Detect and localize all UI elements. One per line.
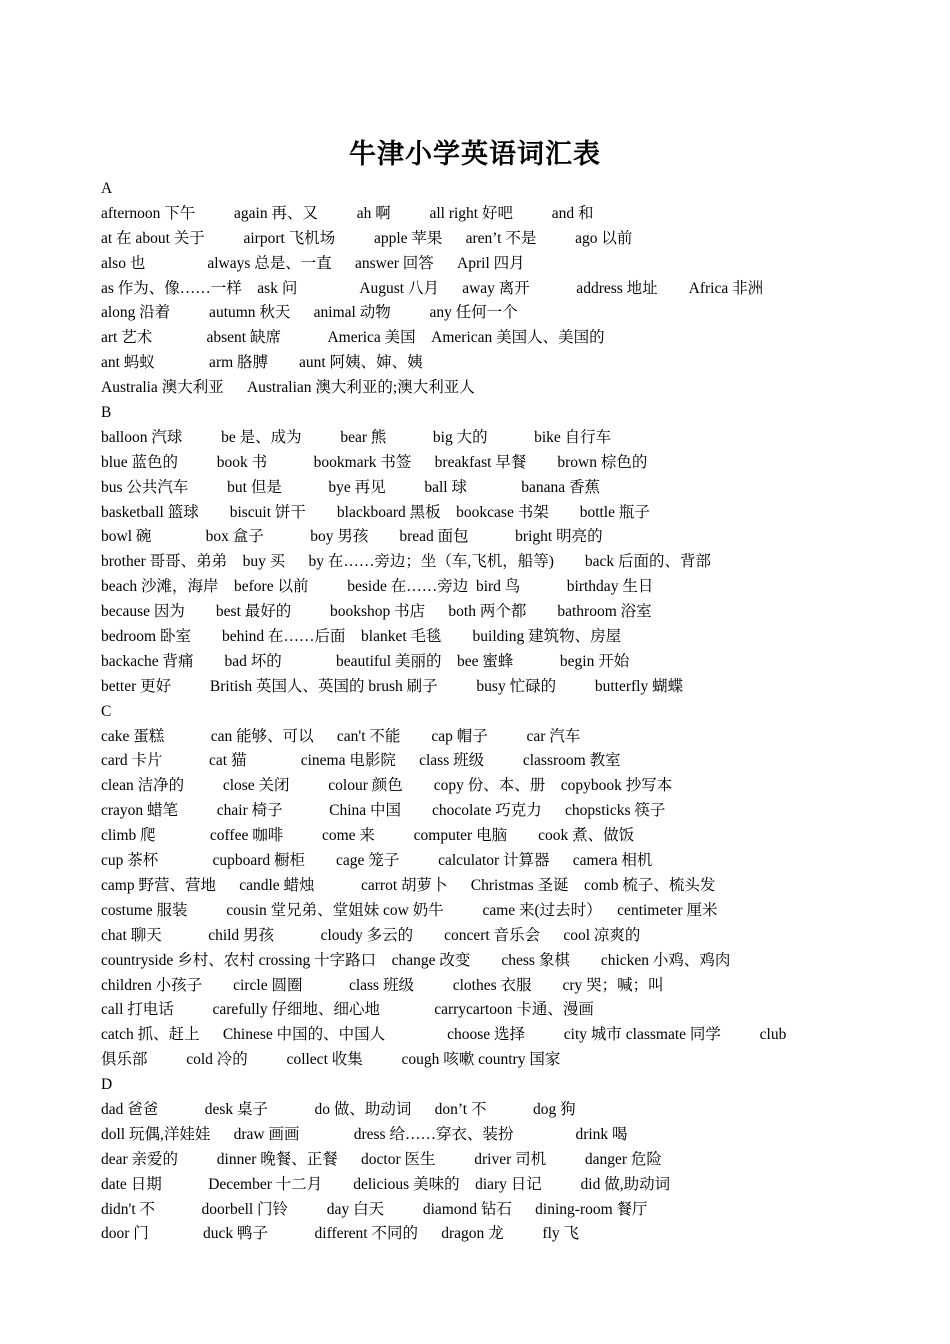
vocab-line: Australia 澳大利亚 Australian 澳大利亚的;澳大利亚人 — [101, 379, 475, 397]
vocab-line: afternoon 下午 again 再、又 ah 啊 all right 好吧 and 和 — [101, 204, 594, 222]
vocab-line: C — [101, 702, 112, 720]
vocab-line: as 作为、像……一样 ask 问 August 八月 away 离开 address 地址 Africa 非洲 — [101, 279, 764, 297]
vocab-line: call 打电话 carefully 仔细地、细心地 carrycartoon 卡通、漫画 — [101, 1001, 594, 1019]
vocab-line: D — [101, 1076, 113, 1094]
vocab-line: didn't 不 doorbell 门铃 day 白天 diamond 钻石 dining-room 餐厅 — [101, 1200, 648, 1218]
vocab-line: better 更好 British 英国人、英国的 brush 刷子 busy 忙碌的 butterfly 蝴蝶 — [101, 677, 684, 695]
vocab-line: countryside 乡村、农村 crossing 十字路口 change 改变 chess 象棋 chicken 小鸡、鸡肉 — [101, 951, 731, 969]
vocab-line: beach 沙滩，海岸 before 以前 beside 在……旁边 bird 鸟 birthday 生日 — [101, 578, 654, 596]
vocab-line: along 沿着 autumn 秋天 animal 动物 any 任何一个 — [101, 304, 518, 322]
vocab-line: basketball 篮球 biscuit 饼干 blackboard 黑板 bookcase 书架 bottle 瓶子 — [101, 503, 650, 521]
vocab-line: B — [101, 404, 112, 422]
vocab-line: climb 爬 coffee 咖啡 come 来 computer 电脑 cook 煮、做饭 — [101, 827, 635, 845]
vocab-line: card 卡片 cat 猫 cinema 电影院 class 班级 classroom 教室 — [101, 752, 621, 770]
vocab-line: blue 蓝色的 book 书 bookmark 书签 breakfast 早餐 brown 棕色的 — [101, 453, 648, 471]
vocab-line: bedroom 卧室 behind 在……后面 blanket 毛毯 building 建筑物、房屋 — [101, 628, 622, 646]
vocab-line: art 艺术 absent 缺席 America 美国 American 美国人、美国的 — [101, 329, 605, 347]
vocab-line: also 也 always 总是、一直 answer 回答 April 四月 — [101, 254, 525, 272]
vocab-line: balloon 汽球 be 是、成为 bear 熊 big 大的 bike 自行车 — [101, 428, 612, 446]
vocab-line: clean 洁净的 close 关闭 colour 颜色 copy 份、本、册 copybook 抄写本 — [101, 777, 673, 795]
vocab-line: backache 背痛 bad 坏的 beautiful 美丽的 bee 蜜蜂 begin 开始 — [101, 652, 630, 670]
vocab-line: because 因为 best 最好的 bookshop 书店 both 两个都 bathroom 浴室 — [101, 603, 652, 621]
vocab-line: crayon 蜡笔 chair 椅子 China 中国 chocolate 巧克力 chopsticks 筷子 — [101, 802, 666, 820]
vocab-line: dear 亲爱的 dinner 晚餐、正餐 doctor 医生 driver 司机 danger 危险 — [101, 1150, 662, 1168]
vocab-line: cake 蛋糕 can 能够、可以 can't 不能 cap 帽子 car 汽车 — [101, 727, 581, 745]
vocab-line: bus 公共汽车 but 但是 bye 再见 ball 球 banana 香蕉 — [101, 478, 600, 496]
vocab-line: brother 哥哥、弟弟 buy 买 by 在……旁边；坐（车,飞机，船等) back 后面的、背部 — [101, 553, 712, 571]
vocab-line: cup 茶杯 cupboard 橱柜 cage 笼子 calculator 计算器 camera 相机 — [101, 852, 653, 870]
vocab-line: bowl 碗 box 盒子 boy 男孩 bread 面包 bright 明亮的 — [101, 528, 603, 546]
vocab-line: date 日期 December 十二月 delicious 美味的 diary 日记 did 做,助动词 — [101, 1175, 671, 1193]
vocab-line: catch 抓、赶上 Chinese 中国的、中国人 choose 选择 city 城市 classmate 同学 club — [101, 1026, 787, 1044]
vocab-line: doll 玩偶,洋娃娃 draw 画画 dress 给……穿衣、装扮 drink 喝 — [101, 1125, 628, 1143]
vocab-line: A — [101, 180, 113, 197]
vocab-line: children 小孩子 circle 圆圈 class 班级 clothes 衣服 cry 哭；喊；叫 — [101, 976, 664, 994]
vocab-line: at 在 about 关于 airport 飞机场 apple 苹果 aren’t 不是 ago 以前 — [101, 229, 633, 247]
vocabulary-list — [101, 177, 851, 1247]
vocab-line: 俱乐部 cold 冷的 collect 收集 cough 咳嗽 country 国家 — [101, 1051, 561, 1069]
vocab-line: costume 服装 cousin 堂兄弟、堂姐妹 cow 奶牛 came 来(过去时） centimeter 厘米 — [101, 901, 718, 919]
vocab-line: ant 蚂蚁 arm 胳膊 aunt 阿姨、婶、姨 — [101, 354, 423, 372]
vocab-line: camp 野营、营地 candle 蜡烛 carrot 胡萝卜 Christmas 圣诞 comb 梳子、梳头发 — [101, 876, 716, 894]
vocab-line: chat 聊天 child 男孩 cloudy 多云的 concert 音乐会 cool 凉爽的 — [101, 926, 641, 944]
vocab-line: dad 爸爸 desk 桌子 do 做、助动词 don’t 不 dog 狗 — [101, 1100, 576, 1118]
vocab-line: door 门 duck 鸭子 different 不同的 dragon 龙 fly 飞 — [101, 1225, 580, 1243]
document-title: 牛津小学英语词汇表 — [349, 139, 601, 170]
